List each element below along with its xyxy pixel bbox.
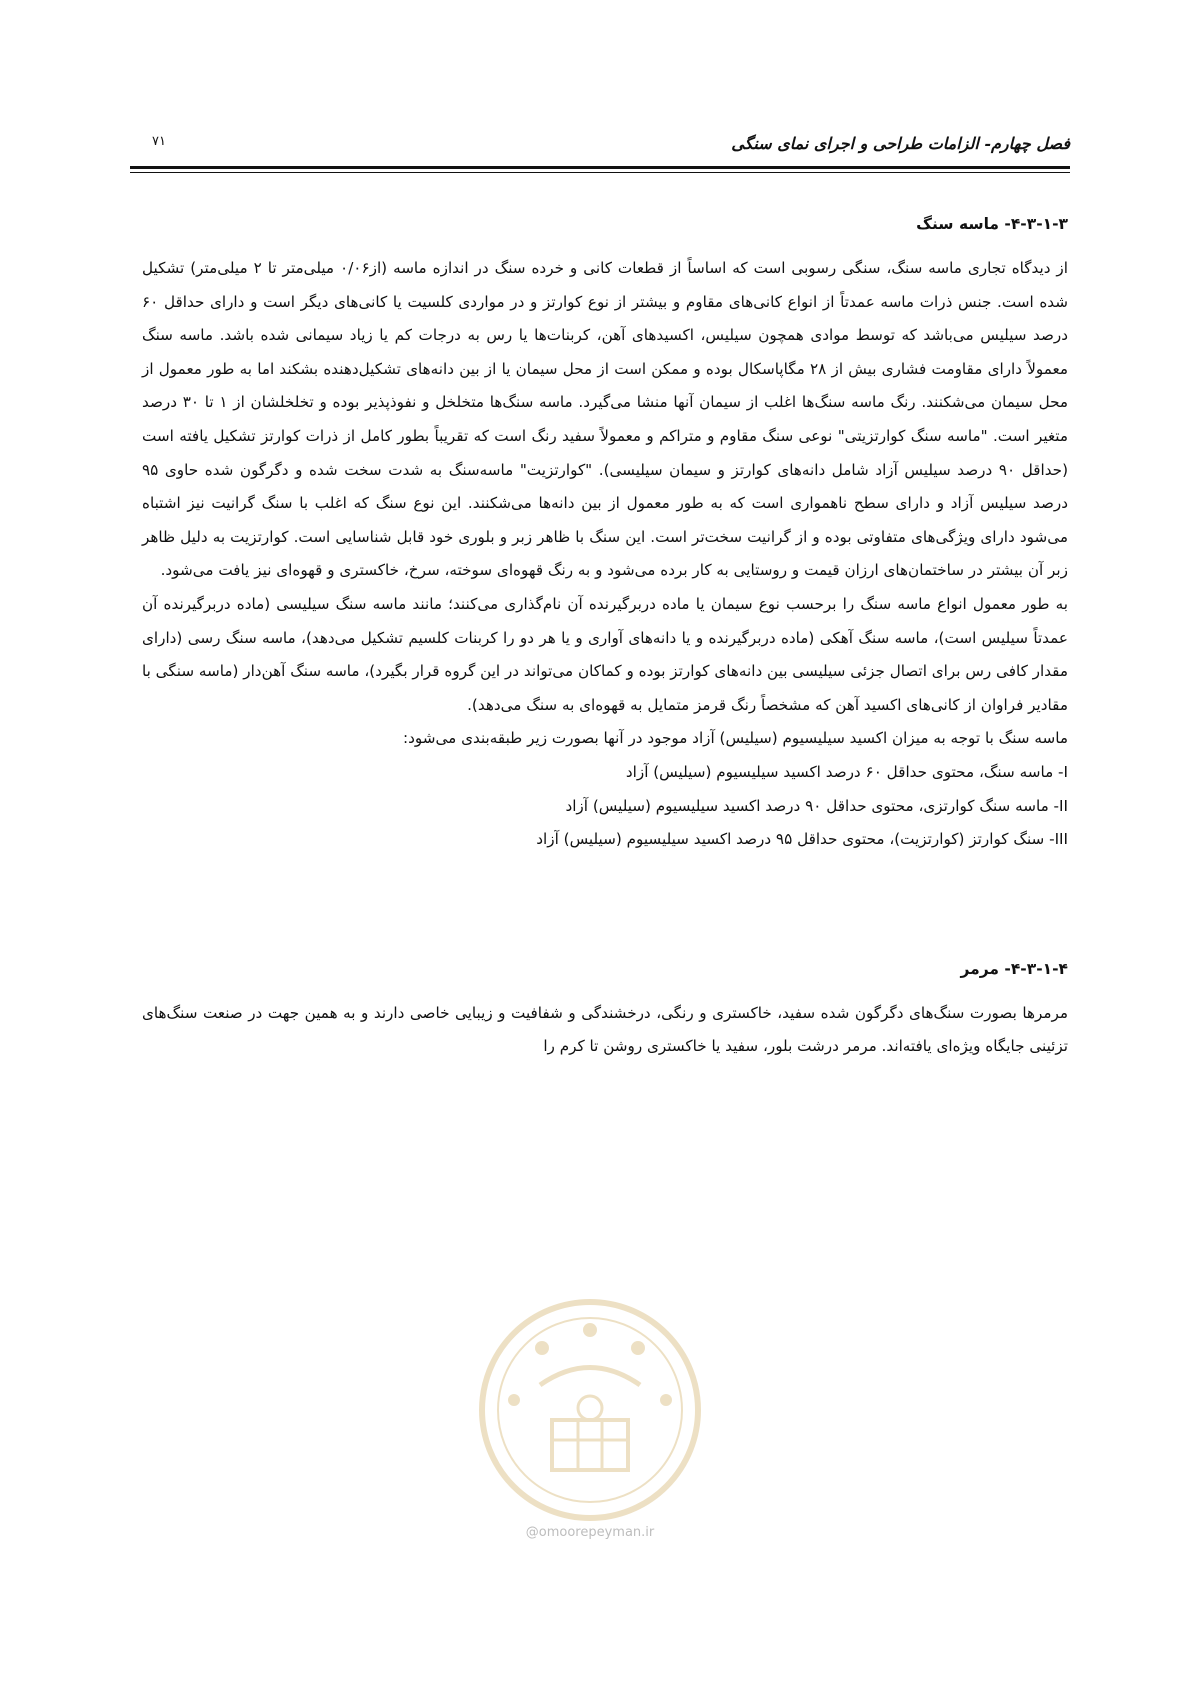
list-item: I- ماسه سنگ، محتوی حداقل ۶۰ درصد اکسید سیلیسیوم (سیلیس) آزاد [625, 762, 1068, 781]
classification-list [142, 756, 1068, 857]
paragraph-sandstone-definition: از دیدگاه تجاری ماسه سنگ، سنگی رسوبی است که اساساً از قطعات کانی و خرده سنگ در اندازه ماسه (از۰/۰۶ میلی‌متر تا ۲ میلی‌متر) تشکیل شده است. جنس ذرات ماسه عمدتاً از انواع کانی‌های مقاوم و بیشتر از نوع کوارتز و در مواردی کلسیت یا کانی‌های دیگر است و دارای حداقل ۶۰ درصد سیلیس می‌باشد که توسط موادی همچون سیلیس، اکسیدهای آهن، کربنات‌ها یا رس به درجات کم یا زیاد سیمانی شده باشد. ماسه سنگ معمولاً دارای مقاومت فشاری بیش از ۲۸ مگاپاسکال بوده و ممکن است از محل سیمان یا از بین دانه‌های تشکیل‌دهنده بشکند اما به طور معمول از محل سیمان می‌شکنند. رنگ ماسه سنگ‌ها اغلب از سیمان آنها منشا می‌گیرد. ماسه سنگ‌ها متخلخل و نفوذپذیر بوده و تخلخلشان از ۱ تا ۳۰ درصد متغیر است. "ماسه سنگ کوارتزیتی" نوعی سنگ مقاوم و متراکم و معمولاً سفید رنگ است که تقریباً بطور کامل از ذرات کوارتز تشکیل یافته است (حداقل ۹۰ درصد سیلیس آزاد شامل دانه‌های کوارتز و سیمان سیلیسی). "کوارتزیت" ماسه‌سنگ به شدت سخت شده و دگرگون شده حاوی ۹۵ درصد سیلیس آزاد و دارای سطح ناهمواری است که به طور معمول از بین دانه‌ها می‌شکنند. این نوع سنگ که اغلب با سنگ گرانیت نیز اشتباه می‌شود دارای ویژگی‌های متفاوتی بوده و از گرانیت سخت‌تر است. این سنگ با ظاهر زبر و بلوری خود قابل شناسایی است. کوارتزیت به دلیل ظاهر زبر آن بیشتر در ساختمان‌های ارزان قیمت و روستایی به کار برده می‌شود و به رنگ قهوه‌ای سوخته، سرخ، خاکستری و قهوه‌ای نیز یافت می‌شود. [142, 259, 1069, 580]
section-spacer [142, 857, 1068, 955]
page-number: ۷۱ [152, 134, 166, 149]
list-item: III- سنگ کوارتز (کوارتزیت)، محتوی حداقل ۹۵ درصد اکسید سیلیسیوم (سیلیس) آزاد [536, 830, 1068, 849]
paragraph-marble: مرمرها بصورت سنگ‌های دگرگون شده سفید، خاکستری و رنگی، درخشندگی و شفافیت و زیبایی خاصی دارند و به همین جهت در صنعت سنگ‌های تزئینی جایگاه ویژه‌ای یافته‌اند. مرمر درشت بلور، سفید یا خاکستری روشن تا کرم را [142, 1003, 1068, 1056]
header-rule-thin [130, 172, 1070, 173]
header-rule-thick [130, 166, 1070, 169]
section-heading-marble: ۴-۳-۱-۴- مرمر [960, 959, 1068, 978]
watermark-url: @omoorepeyman.ir [525, 1525, 655, 1540]
page-content [142, 210, 1068, 1064]
page-header [130, 124, 1070, 164]
chapter-title: فصل چهارم- الزامات طراحی و اجرای نمای سنگی [731, 134, 1070, 153]
watermark-logo-icon [470, 1290, 710, 1530]
list-item: II- ماسه سنگ کوارتزی، محتوی حداقل ۹۰ درصد اکسید سیلیسیوم (سیلیس) آزاد [565, 796, 1068, 815]
paragraph-sandstone-types: به طور معمول انواع ماسه سنگ را برحسب نوع سیمان یا ماده دربرگیرنده آن نام‌گذاری می‌کنند؛ مانند ماسه سنگ سیلیسی (ماده دربرگیرنده آن عمدتاً سیلیس است)، ماسه سنگ آهکی (ماده دربرگیرنده و یا دانه‌های آواری و یا هر دو را کربنات کلسیم تشکیل می‌دهد)، ماسه سنگ رسی (دارای مقدار کافی رس برای اتصال جزئی سیلیسی بین دانه‌های کوارتز بوده و کماکان می‌تواند در این گروه قرار بگیرد)، ماسه سنگ آهن‌دار (ماسه سنگی با مقادیر فراوان از کانی‌های اکسید آهن که مشخصاً رنگ قرمز متمایل به قهوه‌ای به سنگ می‌دهد). [142, 594, 1068, 714]
classification-intro: ماسه سنگ با توجه به میزان اکسید سیلیسیوم (سیلیس) آزاد موجود در آنها بصورت زیر طبقه‌بندی می‌شود: [403, 729, 1068, 748]
section-heading-sandstone: ۴-۳-۱-۳- ماسه سنگ [916, 215, 1068, 233]
